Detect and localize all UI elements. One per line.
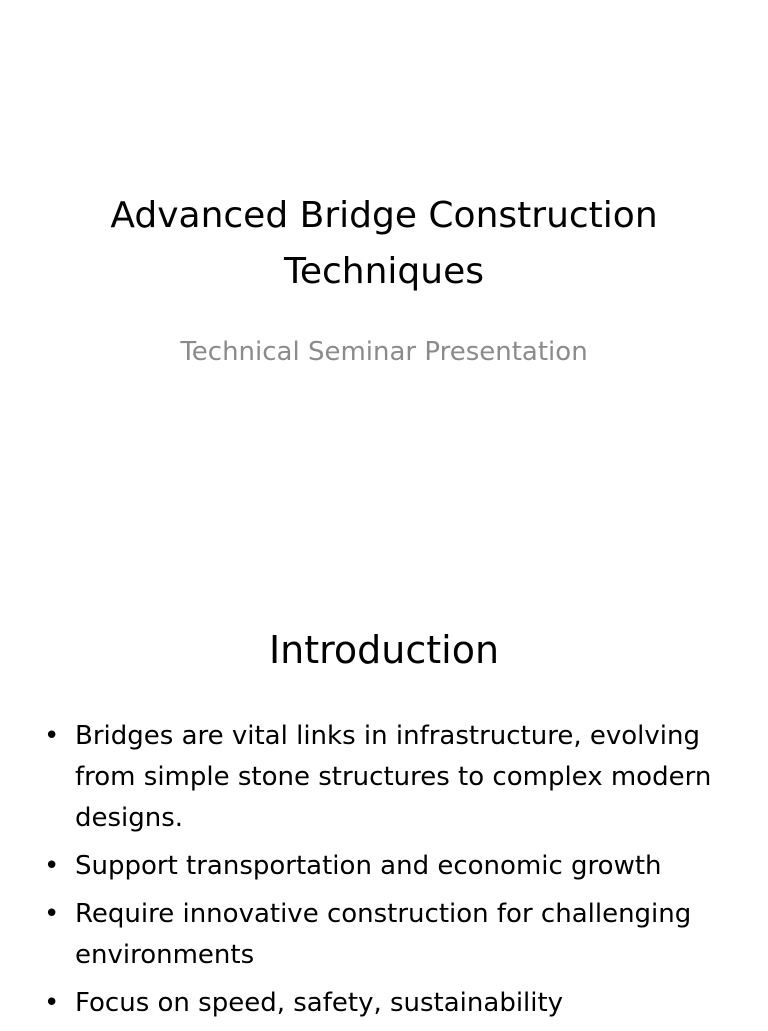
bullet-item: [44, 716, 744, 839]
slide-heading: Introduction: [268, 628, 500, 672]
bullet-icon: •: [44, 721, 60, 751]
slide-title-heading: Advanced Bridge Construction Techniques: [110, 195, 658, 292]
slide-subtitle: Technical Seminar Presentation: [180, 337, 588, 367]
bullet-item: [44, 894, 744, 976]
bullet-icon: •: [44, 899, 60, 929]
bullet-text: Require innovative construction for challenging environments: [75, 899, 692, 970]
bullet-text: Support transportation and economic growth: [75, 851, 662, 881]
bullet-text: Bridges are vital links in infrastructure, evolving from simple stone structures to complex modern designs.: [75, 721, 712, 833]
bullet-item: [44, 983, 744, 1024]
slide-introduction: [0, 576, 768, 1024]
bullet-icon: •: [44, 988, 60, 1018]
bullet-icon: •: [44, 851, 60, 881]
bullet-list: [44, 716, 744, 1031]
bullet-item: [44, 846, 744, 887]
bullet-text: Focus on speed, safety, sustainability: [75, 988, 564, 1018]
